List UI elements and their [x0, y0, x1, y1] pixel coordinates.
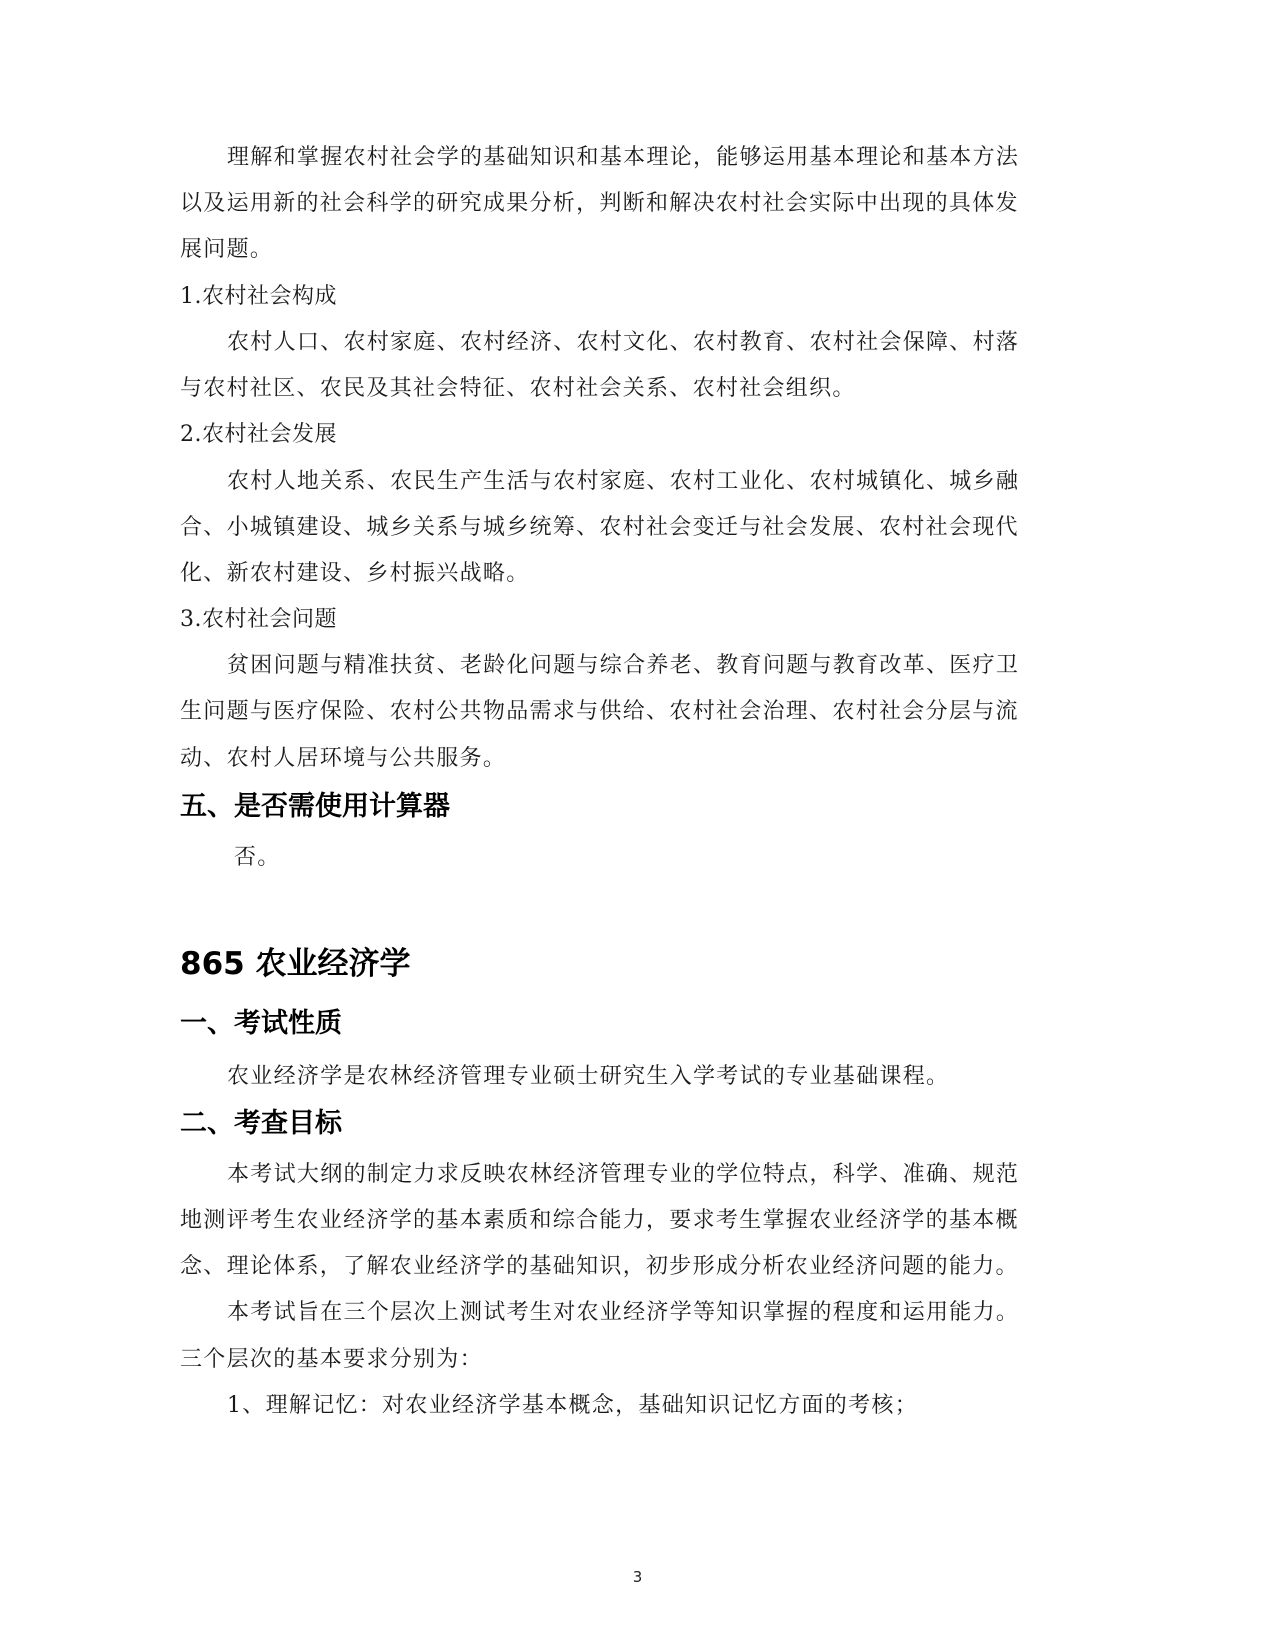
intro-paragraph-line: 以及运用新的社会科学的研究成果分析，判断和解决农村社会实际中出现的具体发 [180, 191, 1019, 216]
objectives-paragraph-line: 本考试旨在三个层次上测试考生对农业经济学等知识掌握的程度和运用能力。 [227, 1300, 1020, 1325]
objectives-paragraph-line: 念、理论体系，了解农业经济学的基础知识，初步形成分析农业经济问题的能力。 [180, 1254, 1019, 1279]
course-title: 865 农业经济学 [180, 946, 411, 982]
subsection-body-line: 动、农村人居环境与公共服务。 [180, 746, 507, 771]
objectives-paragraph-line: 本考试大纲的制定力求反映农林经济管理专业的学位特点，科学、准确、规范 [227, 1162, 1020, 1187]
subsection-body-line: 贫困问题与精准扶贫、老龄化问题与综合养老、教育问题与教育改革、医疗卫 [227, 653, 1020, 678]
intro-paragraph-line: 理解和掌握农村社会学的基础知识和基本理论，能够运用基本理论和基本方法 [227, 145, 1020, 170]
subsection-heading-rural-social-problems: 3.农村社会问题 [180, 607, 337, 632]
section-heading-exam-objectives: 二、考查目标 [180, 1108, 342, 1139]
level-requirement-item: 1、理解记忆：对农业经济学基本概念，基础知识记忆方面的考核； [227, 1393, 918, 1418]
subsection-body-line: 与农村社区、农民及其社会特征、农村社会关系、农村社会组织。 [180, 376, 856, 401]
subsection-body-line: 合、小城镇建设、城乡关系与城乡统筹、农村社会变迁与社会发展、农村社会现代 [180, 515, 1019, 540]
subsection-heading-rural-social-structure: 1.农村社会构成 [180, 284, 337, 309]
subsection-body-line: 生问题与医疗保险、农村公共物品需求与供给、农村社会治理、农村社会分层与流 [180, 699, 1019, 724]
section-heading-exam-nature: 一、考试性质 [180, 1008, 342, 1039]
subsection-heading-rural-social-development: 2.农村社会发展 [180, 422, 337, 447]
subsection-body-line: 农村人地关系、农民生产生活与农村家庭、农村工业化、农村城镇化、城乡融 [227, 469, 1020, 494]
objectives-paragraph-line: 三个层次的基本要求分别为： [180, 1347, 483, 1372]
subsection-body-line: 化、新农村建设、乡村振兴战略。 [180, 561, 530, 586]
intro-paragraph-line: 展问题。 [180, 237, 274, 262]
objectives-paragraph-line: 地测评考生农业经济学的基本素质和综合能力，要求考生掌握农业经济学的基本概 [180, 1208, 1019, 1233]
section-heading-calculator: 五、是否需使用计算器 [180, 791, 450, 822]
calculator-answer: 否。 [234, 845, 281, 870]
subsection-body-line: 农村人口、农村家庭、农村经济、农村文化、农村教育、农村社会保障、村落 [227, 330, 1020, 355]
exam-nature-line: 农业经济学是农林经济管理专业硕士研究生入学考试的专业基础课程。 [227, 1064, 950, 1089]
page-number: 3 [632, 1568, 643, 1586]
